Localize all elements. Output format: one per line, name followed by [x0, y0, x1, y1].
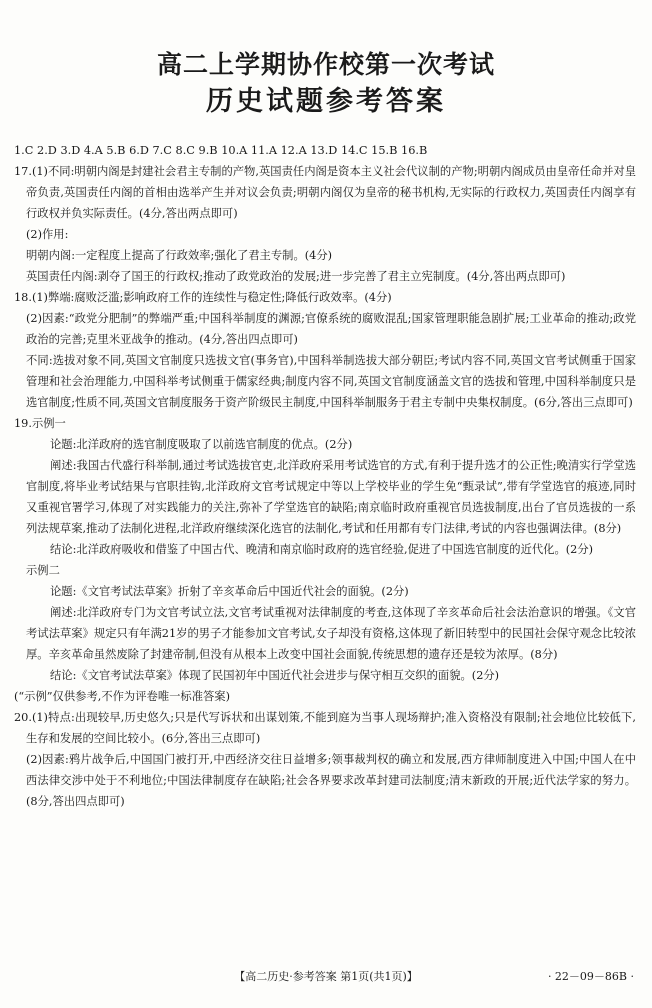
choice-answers: 1.C 2.D 3.D 4.A 5.B 6.D 7.C 8.C 9.B 10.A 11.A 12.A 13.D 14.C 15.B 16.B — [14, 144, 428, 157]
q17-british-cabinet: 英国责任内阁:剥夺了国王的行政权;推动了政党政治的发展;进一步完善了君主立宪制度。(4分,答出两点即可) — [26, 270, 566, 283]
q19-note: (“示例”仅供参考,不作为评卷唯一标准答案) — [14, 690, 231, 703]
q19-ex1-thesis: 论题:北洋政府的选官制度吸取了以前选官制度的优点。(2分) — [50, 438, 353, 451]
question-18 — [14, 287, 636, 413]
q17-part1: 17.(1)不同:明朝内阁是封建社会君主专制的产物,英国责任内阁是资本主义社会代议制的产物;明朝内阁成员由皇帝任命并对皇帝负责,英国责任内阁的首相由选举产生并对议会负责;明朝内阁仅为皇帝的秘书机构,无实际的行政权力,英国责任内阁享有行政权并负实际责任。(4分,答出两点即可) — [14, 165, 636, 220]
question-17 — [14, 161, 636, 287]
question-20 — [14, 707, 636, 812]
q18-part1: 18.(1)弊端:腐败泛滥;影响政府工作的连续性与稳定性;降低行政效率。(4分) — [14, 291, 392, 304]
footer-page-info: 【高二历史·参考答案 第1页(共1页)】 — [234, 970, 418, 983]
answer-title: 历史试题参考答案 — [206, 86, 446, 117]
q19-ex2-conclusion: 结论:《文官考试法草案》体现了民国初年中国近代社会进步与保守相互交织的面貌。(2分) — [50, 669, 500, 682]
exam-title: 高二上学期协作校第一次考试 — [156, 50, 495, 79]
q19-ex1-conclusion: 结论:北洋政府吸收和借鉴了中国古代、晚清和南京临时政府的选官经验,促进了中国选官制度的近代化。(2分) — [50, 543, 594, 556]
q19-ex1-argument: 阐述:我国古代盛行科举制,通过考试选拔官吏,北洋政府采用考试选官的方式,有利于提升选才的公正性;晚清实行学堂选官制度,将毕业考试结果与官职挂钩,北洋政府文官考试规定中等以上学校毕业的学生免“甄录试”,带有学堂选官的痕迹,同时又重视官署学习,体现了对实践能力的关注,弥补了学堂选官的缺陷;南京临时政府重视官员选拔制度,出台了官员选拔的一系列法规草案,推动了法制化进程,北洋政府继续深化选官的法制化,考试和任用都有专门法律,考试的内容也强调法律。(8分) — [26, 459, 636, 535]
q19-ex2-argument: 阐述:北洋政府专门为文官考试立法,文官考试重视对法律制度的考查,这体现了辛亥革命后社会法治意识的增强。《文官考试法草案》规定只有年满21岁的男子才能参加文官考试,女子却没有资格,这体现了新旧转型中的民国社会保守观念比较浓厚。辛亥革命虽然废除了封建帝制,但没有从根本上改变中国社会面貌,传统思想的遗存还是较为浓厚。(8分) — [26, 606, 636, 661]
q20-part2: (2)因素:鸦片战争后,中国国门被打开,中西经济交往日益增多;领事裁判权的确立和发展,西方律师制度进入中国;中国人在中西法律交涉中处于不利地位;中国法律制度存在缺陷;社会各界要求改革封建司法制度;清末新政的开展;近代法学家的努力。(8分,答出四点即可) — [26, 753, 636, 808]
q19-example1-heading: 19.示例一 — [14, 417, 66, 430]
q19-example2-heading: 示例二 — [26, 564, 60, 577]
footer-exam-code: · 22－09－86B · — [547, 970, 634, 983]
q19-ex2-thesis: 论题:《文官考试法草案》折射了辛亥革命后中国近代社会的面貌。(2分) — [50, 585, 409, 598]
answer-body — [14, 140, 636, 812]
question-19 — [14, 413, 636, 707]
q18-part2-factors: (2)因素:“政党分肥制”的弊端严重;中国科举制度的渊源;官僚系统的腐败混乱;国家管理职能急剧扩展;工业革命的推动;政党政治的完善;克里米亚战争的推动。(4分,答出四点即可) — [26, 312, 636, 346]
q17-part2-heading: (2)作用: — [26, 228, 69, 241]
q18-part2-differences: 不同:选拔对象不同,英国文官制度只选拔文官(事务官),中国科举制选拔大部分朝臣;考试内容不同,英国文官考试侧重于国家管理和社会治理能力,中国科举考试侧重于儒家经典;制度内容不同,英国文官制度涵盖文官的选拔和管理,中国科举制度只是选官制度;性质不同,英国文官制度服务于资产阶级民主制度,中国科举制服务于君主专制中央集权制度。(6分,答出三点即可) — [26, 354, 636, 409]
q20-part1: 20.(1)特点:出现较早,历史悠久;只是代写诉状和出谋划策,不能到庭为当事人现场辩护;准入资格没有限制;社会地位比较低下,生存和发展的空间比较小。(6分,答出三点即可) — [14, 711, 636, 745]
q17-ming-cabinet: 明朝内阁:一定程度上提高了行政效率;强化了君主专制。(4分) — [26, 249, 333, 262]
